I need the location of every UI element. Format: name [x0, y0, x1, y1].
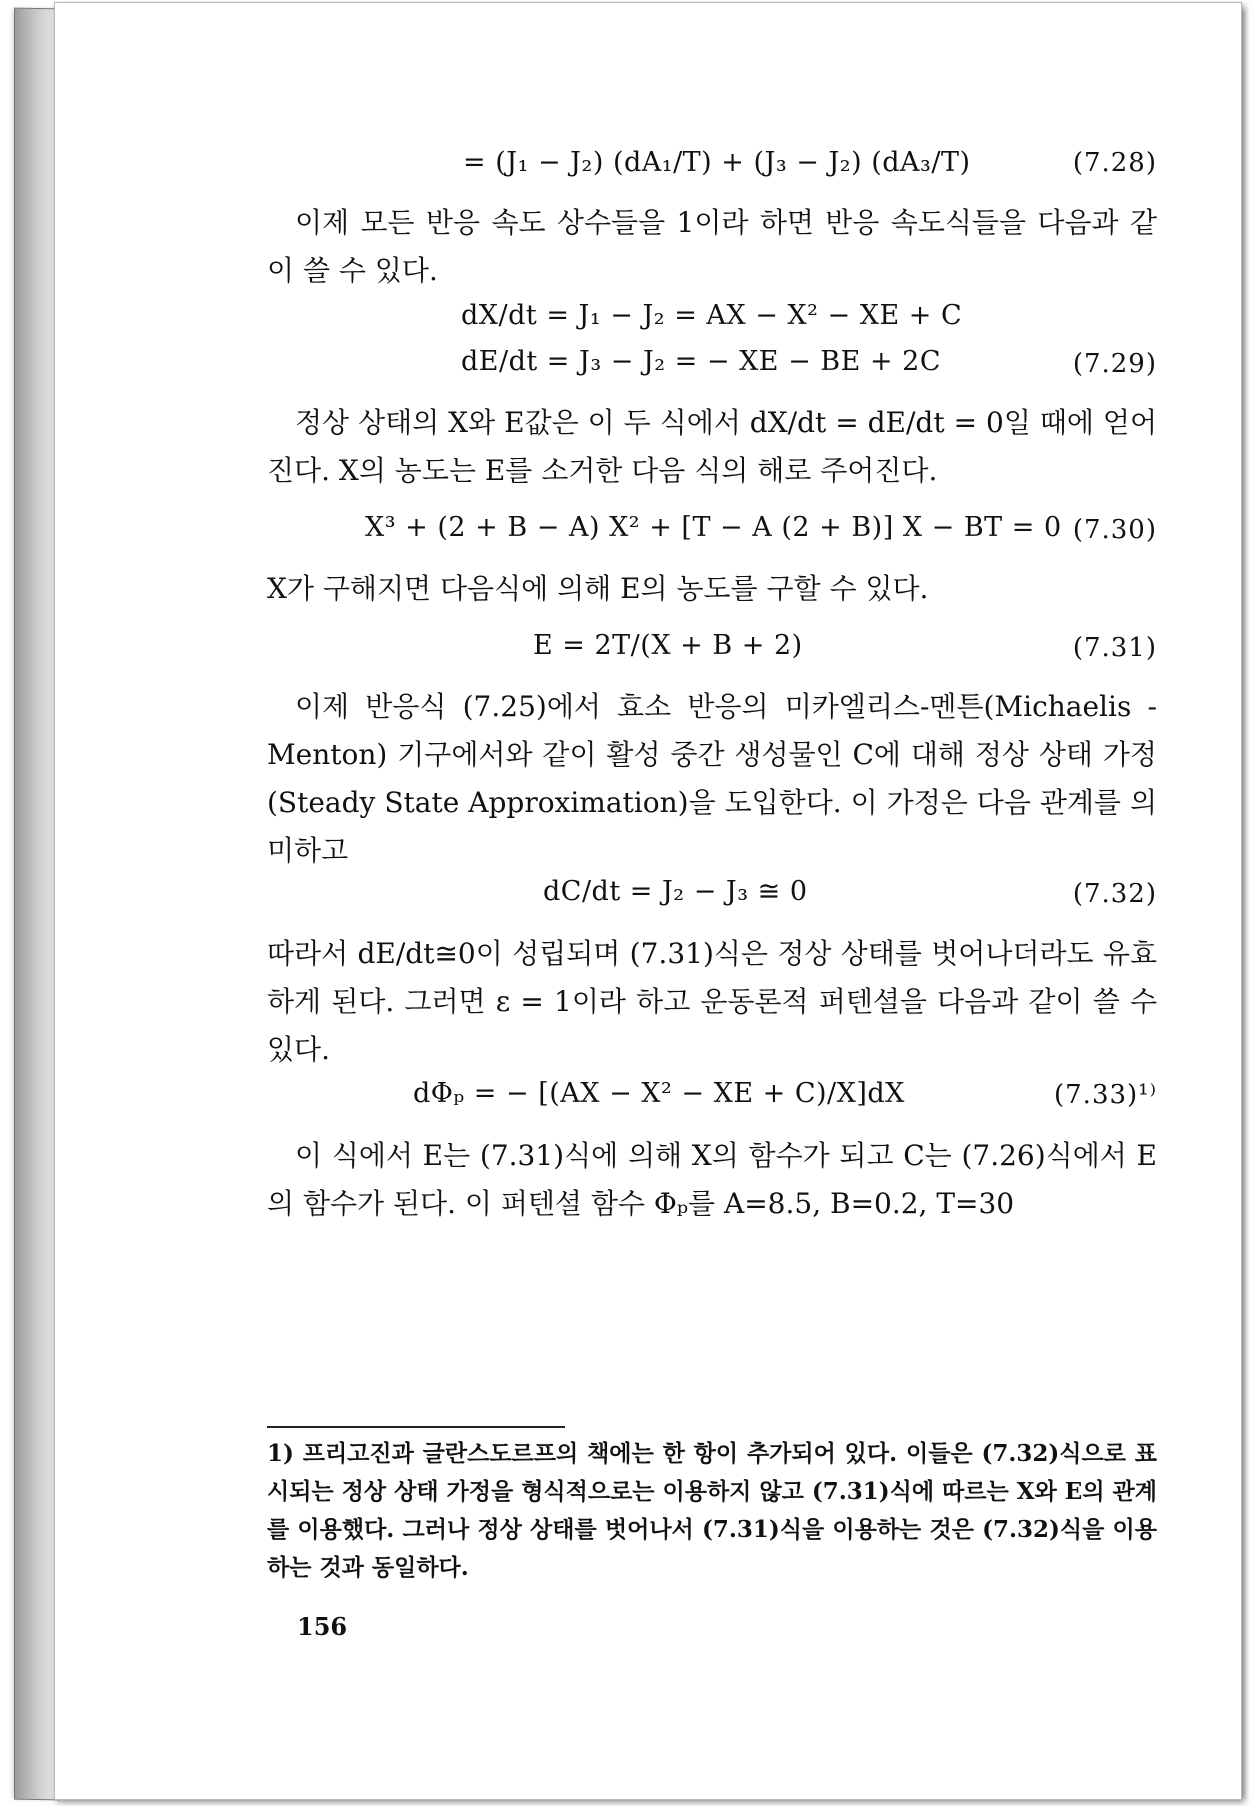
equation-number-7-30: (7.30) [1072, 515, 1157, 545]
equation-number-7-31: (7.31) [1072, 633, 1157, 663]
footnote-rule [267, 1426, 565, 1428]
equation-7-30: X³ + (2 + B − A) X² + [T − A (2 + B)] X − BT = 0 [365, 512, 1062, 543]
footnote: 1) 프리고진과 글란스도르프의 책에는 한 항이 추가되어 있다. 이들은 (7.32)식으로 표시되는 정상 상태 가정을 형식적으로는 이용하지 않고 (7.31)식에 따르는 X와 E의 관계를 이용했다. 그러나 정상 상태를 벗어나서 (7.31)식을 이용하는 것은 (7.32)식을 이용하는 것과 동일하다. [267, 1440, 1157, 1581]
paragraph-2: 정상 상태의 X와 E값은 이 두 식에서 dX/dt = dE/dt = 0일 때에 얻어진다. X의 농도는 E를 소거한 다음 식의 해로 주어진다. [267, 406, 1157, 487]
paragraph-5: 따라서 dE/dt≅0이 성립되며 (7.31)식은 정상 상태를 벗어나더라도 유효하게 된다. 그러면 ε = 1이라 하고 운동론적 퍼텐셜을 다음과 같이 쓸 수 있다. [267, 937, 1157, 1066]
equation-number-7-29: (7.29) [1072, 349, 1157, 379]
equation-7-33: dΦₚ = − [(AX − X² − XE + C)/X]dX [413, 1078, 905, 1109]
page-number: 156 [297, 1612, 348, 1641]
equation-7-29-line-1: dX/dt = J₁ − J₂ = AX − X² − XE + C [461, 300, 963, 331]
equation-7-28: = (J₁ − J₂) (dA₁/T) + (J₃ − J₂) (dA₃/T) [463, 147, 971, 178]
equation-number-7-33: (7.33)¹⁾ [1054, 1080, 1157, 1110]
paragraph-6: 이 식에서 E는 (7.31)식에 의해 X의 함수가 되고 C는 (7.26)식에서 E의 함수가 된다. 이 퍼텐셜 함수 Φₚ를 A=8.5, B=0.2, T=30 [267, 1139, 1157, 1220]
book-page [54, 2, 1242, 1800]
equation-number-7-28: (7.28) [1072, 148, 1157, 178]
equation-number-7-32: (7.32) [1072, 879, 1157, 909]
equation-7-29-line-2: dE/dt = J₃ − J₂ = − XE − BE + 2C [461, 346, 941, 377]
paragraph-1: 이제 모든 반응 속도 상수들을 1이라 하면 반응 속도식들을 다음과 같이 쓸 수 있다. [267, 206, 1157, 287]
paragraph-4: 이제 반응식 (7.25)에서 효소 반응의 미카엘리스-멘튼(Michaelis -Menton) 기구에서와 같이 활성 중간 생성물인 C에 대해 정상 상태 가정(Steady State Approximation)을 도입한다. 이 가정은 다음 관계를 의미하고 [267, 690, 1157, 867]
equation-7-32: dC/dt = J₂ − J₃ ≅ 0 [543, 876, 808, 907]
equation-7-31: E = 2T/(X + B + 2) [533, 630, 803, 661]
paragraph-3: X가 구해지면 다음식에 의해 E의 농도를 구할 수 있다. [267, 572, 929, 605]
